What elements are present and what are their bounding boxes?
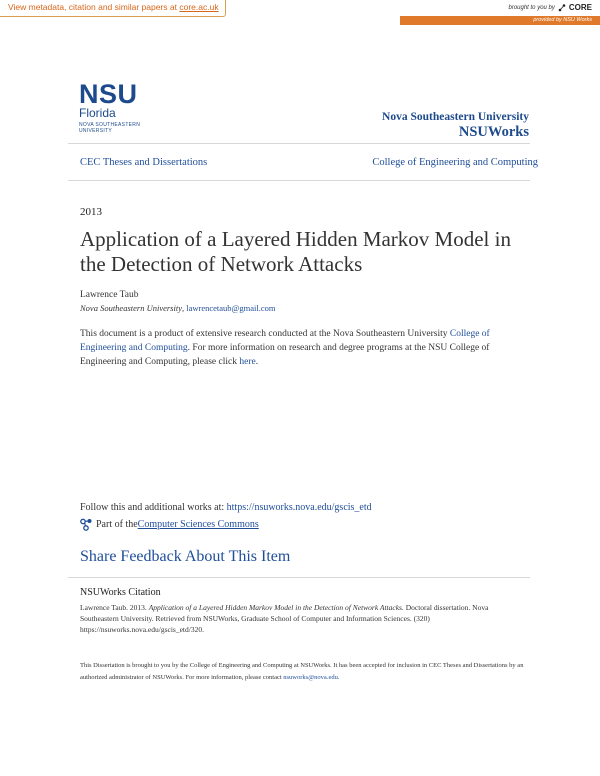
description-end: . [255,357,259,367]
core-brand-name: CORE [568,3,592,12]
logo-subtitle [79,123,149,134]
core-link-prefix: View metadata, citation and similar papers at [8,2,180,12]
core-provided-strip [400,16,600,25]
nav-cec-theses-link[interactable]: CEC Theses and Dissertations [80,157,208,168]
description-text-2: . For more information on research and degree programs at the NSU College of Engineering and Computing, please click [80,343,490,367]
citation-suffix: Doctoral dissertation. Nova Southeastern University. Retrieved from NSUWorks, Graduate School of Computer and Information Sciences. (320) https://nsuworks.nova.edu/gscis_etd/320. [80,603,489,634]
footer-end: . [337,674,340,681]
core-brought-text: brought to you by [508,4,555,11]
logo-sub-line2: UNIVERSITY [79,127,113,134]
follow-label: Follow this and additional works at: [80,502,227,513]
logo-florida-text: Florida [79,106,116,120]
description-text-1: This document is a product of extensive research conducted at the Nova Southeastern University [80,329,450,339]
document-description [80,327,525,369]
college-link[interactable]: College of Engineering and Computing [80,329,490,353]
follow-url-link[interactable]: https://nsuworks.nova.edu/gscis_etd [226,502,372,513]
nsuworks-brand[interactable] [382,110,529,141]
citation-body [80,602,525,635]
logo-sub-line1: NOVA SOUTHEASTERN [79,122,141,128]
nsu-florida-logo[interactable] [79,79,149,134]
network-commons-icon [80,518,93,531]
nsuworks-name: NSUWorks [458,124,529,140]
divider-nav [68,180,530,181]
footer-email-link[interactable]: nsuworks@nova.edu [283,674,338,681]
core-header [0,0,600,30]
share-feedback-link[interactable]: Share Feedback About This Item [80,548,291,565]
citation-heading: NSUWorks Citation [80,587,161,598]
publication-year: 2013 [80,206,102,218]
citation-title: Application of a Layered Hidden Markov Model in the Detection of Network Attacks. [148,603,404,612]
footer-notice [80,660,525,684]
author-affiliation: Nova Southeastern University, lawrencetaub@gmail.com [80,303,276,313]
follow-line [80,502,372,513]
affiliation-name: Nova Southeastern University [80,303,182,313]
divider-citation [68,577,530,578]
core-brand[interactable] [509,3,593,12]
nav-college-link[interactable]: College of Engineering and Computing [372,157,538,168]
partof-label: Part of the [96,519,138,530]
core-provided-text: provided by NSU Works [533,17,592,23]
logo-nsu-text: NSU [79,79,138,109]
author-email-link[interactable]: lawrencetaub@gmail.com [186,303,276,313]
footer-text: This Dissertation is brought to you by the College of Engineering and Computing at NSUWorks. It has been accepted for inclusion in CEC Theses and Dissertations by an authorized administrator of NSUWorks. For more information, please contact [80,662,524,681]
citation-prefix: Lawrence Taub. 2013. [80,603,149,612]
here-link[interactable]: here [239,357,256,367]
core-logo-icon [558,3,567,12]
part-of-line [80,518,259,531]
core-link-host[interactable]: core.ac.uk [179,2,219,12]
document-title: Application of a Layered Hidden Markov Model in the Detection of Network Attacks [80,227,511,276]
university-name: Nova Southeastern University [382,111,529,123]
divider-top [68,143,530,144]
computer-sciences-commons-link[interactable]: Computer Sciences Commons [137,519,259,530]
author-name: Lawrence Taub [80,290,139,300]
core-metadata-link[interactable] [0,0,226,17]
